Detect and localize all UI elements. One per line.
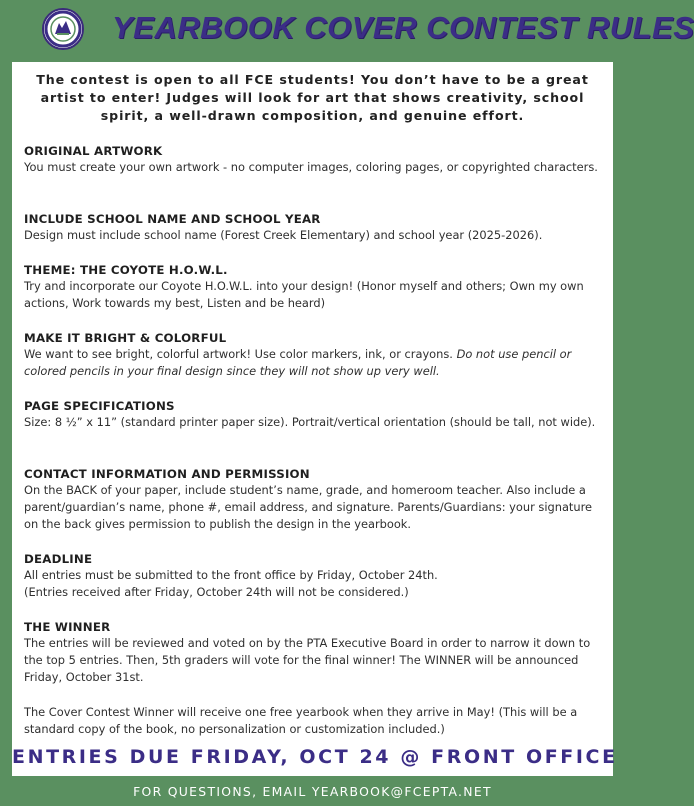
section-body: The entries will be reviewed and voted on by the PTA Executive Board in order to narrow it down to the top 5 entries. Then, 5th graders will vote for the final winner! The WINNER will be announced Friday, October 31st. — [24, 636, 591, 684]
section-heading: MAKE IT BRIGHT & COLORFUL — [24, 331, 227, 345]
section-body: On the BACK of your paper, include student’s name, grade, and homeroom teacher. Also include a parent/guardian’s name, phone #, email address, and signature. Parents/Guardians: your signature on the back gives permission to publish the design in the yearbook. — [24, 483, 593, 531]
section-body: Size: 8 ½” x 11” (standard printer paper size). Portrait/vertical orientation (should be tall, not wide). — [24, 415, 596, 429]
footer-contact: FOR QUESTIONS, EMAIL YEARBOOK@FCEPTA.NET — [133, 784, 492, 799]
section-theme — [24, 262, 604, 312]
section-body-italic: Do not use pencil or colored pencils in your final design since they will not show up very well. — [24, 347, 572, 378]
section-heading: DEADLINE — [24, 552, 93, 566]
section-body: You must create your own artwork - no computer images, coloring pages, or copyrighted characters. — [24, 160, 598, 174]
page-title: YEARBOOK COVER CONTEST RULES — [112, 10, 694, 45]
section-heading: THE WINNER — [24, 620, 111, 634]
section-heading: CONTACT INFORMATION AND PERMISSION — [24, 467, 310, 481]
section-body: Design must include school name (Forest Creek Elementary) and school year (2025-2026). — [24, 228, 543, 242]
section-body — [24, 346, 604, 380]
deadline-banner: ENTRIES DUE FRIDAY, OCT 24 @ FRONT OFFICE — [12, 746, 618, 768]
section-original-artwork — [24, 143, 604, 176]
prize-text-block — [24, 704, 604, 738]
section-winner — [24, 619, 604, 686]
section-bright-colorful — [24, 330, 604, 380]
header — [0, 0, 694, 58]
section-page-specs — [24, 398, 604, 431]
section-heading: PAGE SPECIFICATIONS — [24, 399, 175, 413]
section-body-text: We want to see bright, colorful artwork! Use color markers, ink, or crayons. — [24, 347, 453, 361]
section-school-name — [24, 211, 604, 244]
school-logo-icon — [42, 8, 84, 50]
section-heading: ORIGINAL ARTWORK — [24, 144, 163, 158]
prize-text: The Cover Contest Winner will receive one free yearbook when they arrive in May! (This will be a standard copy of the book, no personalization or customization included.) — [24, 705, 578, 736]
section-deadline — [24, 551, 604, 601]
section-heading: THEME: THE COYOTE H.O.W.L. — [24, 263, 228, 277]
section-body: All entries must be submitted to the front office by Friday, October 24th. — [24, 568, 438, 582]
intro-text: The contest is open to all FCE students! You don’t have to be a great artist to enter! Judges will look for art that shows creativity, school spirit, a well-drawn composition, and genuine effort. — [36, 72, 589, 123]
section-heading: INCLUDE SCHOOL NAME AND SCHOOL YEAR — [24, 212, 321, 226]
section-contact-permission — [24, 466, 604, 533]
section-body: Try and incorporate our Coyote H.O.W.L. into your design! (Honor myself and others; Own my own actions, Work towards my best, Listen and be heard) — [24, 279, 584, 310]
rules-panel — [12, 62, 618, 776]
section-body-line2: (Entries received after Friday, October 24th will not be considered.) — [24, 585, 409, 599]
